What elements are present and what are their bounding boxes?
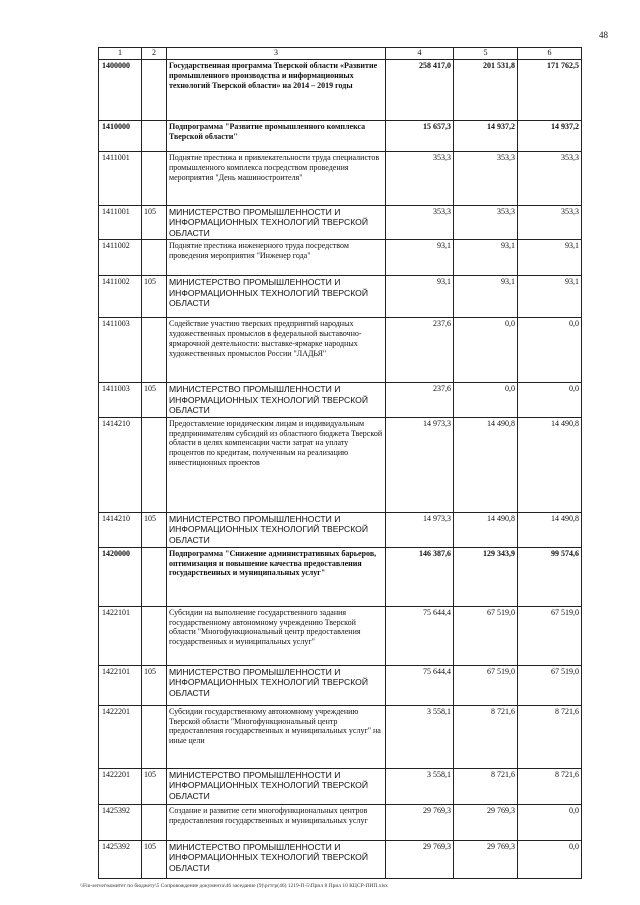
- row-name: МИНИСТЕРСТВО ПРОМЫШЛЕННОСТИ И ИНФОРМАЦИОННЫХ ТЕХНОЛОГИЙ ТВЕРСКОЙ ОБЛАСТИ: [167, 383, 386, 417]
- row-admin-code: [142, 417, 167, 512]
- row-value-2016: 67 519,0: [518, 665, 582, 705]
- row-name: МИНИСТЕРСТВО ПРОМЫШЛЕННОСТИ И ИНФОРМАЦИОННЫХ ТЕХНОЛОГИЙ ТВЕРСКОЙ ОБЛАСТИ: [167, 206, 386, 240]
- row-admin-code: [142, 606, 167, 665]
- row-value-2016: 171 762,5: [518, 60, 582, 121]
- row-name: МИНИСТЕРСТВО ПРОМЫШЛЕННОСТИ И ИНФОРМАЦИОННЫХ ТЕХНОЛОГИЙ ТВЕРСКОЙ ОБЛАСТИ: [167, 276, 386, 318]
- row-admin-code: 105: [142, 276, 167, 318]
- table-row: [99, 665, 582, 705]
- page-number: 48: [599, 30, 608, 40]
- row-value-2016: 353,3: [518, 206, 582, 240]
- table-body: [99, 60, 582, 879]
- row-code: 1411002: [99, 276, 142, 318]
- row-code: 1425392: [99, 840, 142, 878]
- table-row: [99, 240, 582, 276]
- row-value-2014: 353,3: [386, 152, 454, 206]
- row-value-2014: 3 558,1: [386, 768, 454, 804]
- header-col-2: 2: [142, 48, 167, 60]
- table-row: [99, 206, 582, 240]
- row-value-2015: 353,3: [454, 152, 518, 206]
- row-code: 1425392: [99, 804, 142, 840]
- row-value-2016: 0,0: [518, 804, 582, 840]
- row-value-2014: 353,3: [386, 206, 454, 240]
- row-code: 1411003: [99, 318, 142, 383]
- row-admin-code: 105: [142, 768, 167, 804]
- row-admin-code: [142, 804, 167, 840]
- row-code: 1411003: [99, 383, 142, 417]
- row-value-2015: 129 343,9: [454, 547, 518, 606]
- row-admin-code: [142, 547, 167, 606]
- row-name: МИНИСТЕРСТВО ПРОМЫШЛЕННОСТИ И ИНФОРМАЦИОННЫХ ТЕХНОЛОГИЙ ТВЕРСКОЙ ОБЛАСТИ: [167, 840, 386, 878]
- row-value-2016: 0,0: [518, 840, 582, 878]
- row-value-2015: 8 721,6: [454, 768, 518, 804]
- row-code: 1411002: [99, 240, 142, 276]
- row-name: Поднятие престижа и привлекательности труда специалистов промышленного комплекса посредством проведения мероприятия "День машиностроителя": [167, 152, 386, 206]
- row-value-2016: 14 490,8: [518, 417, 582, 512]
- row-name: Субсидии на выполнение государственного задания государственному автономному учреждению Тверской области "Многофункциональный центр предоставления государственных и муниципальных услуг": [167, 606, 386, 665]
- row-code: 1400000: [99, 60, 142, 121]
- row-admin-code: [142, 60, 167, 121]
- row-value-2016: 0,0: [518, 383, 582, 417]
- header-col-4: 4: [386, 48, 454, 60]
- row-value-2016: 353,3: [518, 152, 582, 206]
- table-row: [99, 383, 582, 417]
- row-value-2014: 75 644,4: [386, 606, 454, 665]
- row-value-2016: 8 721,6: [518, 705, 582, 768]
- row-value-2014: 14 973,3: [386, 417, 454, 512]
- header-col-6: 6: [518, 48, 582, 60]
- row-value-2014: 75 644,4: [386, 665, 454, 705]
- row-value-2016: 93,1: [518, 240, 582, 276]
- row-admin-code: 105: [142, 665, 167, 705]
- row-value-2014: 258 417,0: [386, 60, 454, 121]
- row-value-2014: 14 973,3: [386, 512, 454, 547]
- row-value-2015: 67 519,0: [454, 665, 518, 705]
- row-value-2014: 15 657,3: [386, 121, 454, 152]
- row-value-2015: 8 721,6: [454, 705, 518, 768]
- row-value-2015: 0,0: [454, 383, 518, 417]
- row-value-2016: 14 937,2: [518, 121, 582, 152]
- row-value-2015: 14 490,8: [454, 417, 518, 512]
- row-name: МИНИСТЕРСТВО ПРОМЫШЛЕННОСТИ И ИНФОРМАЦИОННЫХ ТЕХНОЛОГИЙ ТВЕРСКОЙ ОБЛАСТИ: [167, 665, 386, 705]
- row-code: 1410000: [99, 121, 142, 152]
- row-admin-code: 105: [142, 512, 167, 547]
- table-row: [99, 512, 582, 547]
- row-value-2014: 237,6: [386, 383, 454, 417]
- row-name: Подпрограмма "Снижение административных барьеров, оптимизация и повышение качества предоставления государственных и муниципальных услуг": [167, 547, 386, 606]
- header-row: [99, 48, 582, 60]
- row-code: 1422201: [99, 768, 142, 804]
- table-row: [99, 318, 582, 383]
- row-value-2015: 353,3: [454, 206, 518, 240]
- table-row: [99, 547, 582, 606]
- row-value-2014: 29 769,3: [386, 804, 454, 840]
- row-value-2014: 93,1: [386, 240, 454, 276]
- table-row: [99, 768, 582, 804]
- table-row: [99, 121, 582, 152]
- row-value-2016: 8 721,6: [518, 768, 582, 804]
- row-code: 1414210: [99, 417, 142, 512]
- row-value-2015: 29 769,3: [454, 840, 518, 878]
- header-col-3: 3: [167, 48, 386, 60]
- row-value-2014: 93,1: [386, 276, 454, 318]
- row-code: 1422201: [99, 705, 142, 768]
- row-value-2016: 99 574,6: [518, 547, 582, 606]
- row-value-2014: 29 769,3: [386, 840, 454, 878]
- row-value-2016: 67 519,0: [518, 606, 582, 665]
- table-row: [99, 417, 582, 512]
- table-row: [99, 606, 582, 665]
- row-name: МИНИСТЕРСТВО ПРОМЫШЛЕННОСТИ И ИНФОРМАЦИОННЫХ ТЕХНОЛОГИЙ ТВЕРСКОЙ ОБЛАСТИ: [167, 768, 386, 804]
- row-name: Субсидии государственному автономному учреждению Тверской области "Многофункциональный центр предоставления государственных и муниципальных услуг" на иные цели: [167, 705, 386, 768]
- row-name: Создание и развитие сети многофункциональных центров предоставления государственных и муниципальных услуг: [167, 804, 386, 840]
- header-col-1: 1: [99, 48, 142, 60]
- row-name: МИНИСТЕРСТВО ПРОМЫШЛЕННОСТИ И ИНФОРМАЦИОННЫХ ТЕХНОЛОГИЙ ТВЕРСКОЙ ОБЛАСТИ: [167, 512, 386, 547]
- row-value-2015: 93,1: [454, 276, 518, 318]
- row-value-2015: 0,0: [454, 318, 518, 383]
- row-code: 1411001: [99, 152, 142, 206]
- row-value-2015: 93,1: [454, 240, 518, 276]
- row-value-2016: 0,0: [518, 318, 582, 383]
- row-value-2015: 29 769,3: [454, 804, 518, 840]
- table-row: [99, 705, 582, 768]
- row-value-2014: 3 558,1: [386, 705, 454, 768]
- row-code: 1414210: [99, 512, 142, 547]
- row-admin-code: 105: [142, 206, 167, 240]
- header-col-5: 5: [454, 48, 518, 60]
- row-value-2015: 14 490,8: [454, 512, 518, 547]
- row-admin-code: 105: [142, 383, 167, 417]
- row-admin-code: [142, 705, 167, 768]
- table-row: [99, 840, 582, 878]
- table-row: [99, 152, 582, 206]
- row-name: Поднятие престижа инженерного труда посредством проведения мероприятия "Инженер года": [167, 240, 386, 276]
- row-admin-code: [142, 240, 167, 276]
- row-value-2014: 146 387,6: [386, 547, 454, 606]
- row-name: Государственная программа Тверской области «Развитие промышленного производства и информационных технологий Тверской области» на 2014 – 2019 годы: [167, 60, 386, 121]
- row-name: Подпрограмма "Развитие промышленного комплекса Тверской области": [167, 121, 386, 152]
- row-admin-code: 105: [142, 840, 167, 878]
- row-name: Предоставление юридическим лицам и индивидуальным предпринимателям субсидий из областного бюджета Тверской области в целях компенсации части затрат на уплату процентов по кредитам, полученным на реализацию инвестиционных проектов: [167, 417, 386, 512]
- row-name: Содействие участию тверских предприятий народных художественных промыслов в федеральной выставочно-ярмарочной деятельности: выставке-ярмарке народных художественных промыслов России "ЛАДЬЯ": [167, 318, 386, 383]
- row-code: 1422101: [99, 606, 142, 665]
- row-code: 1411001: [99, 206, 142, 240]
- table-row: [99, 276, 582, 318]
- row-admin-code: [142, 152, 167, 206]
- file-path-footer: \\Fin-server\комитет по бюджету\5 Сопровождение документа\46 заседание (9)\ргтгр(46) 1219-П-5\Прил 8 Прил 10 КЦСР-ПИП.xlsx: [80, 883, 388, 889]
- row-value-2015: 67 519,0: [454, 606, 518, 665]
- row-value-2015: 201 531,8: [454, 60, 518, 121]
- table-row: [99, 804, 582, 840]
- row-code: 1420000: [99, 547, 142, 606]
- row-value-2015: 14 937,2: [454, 121, 518, 152]
- table-row: [99, 60, 582, 121]
- row-value-2016: 14 490,8: [518, 512, 582, 547]
- row-value-2014: 237,6: [386, 318, 454, 383]
- row-admin-code: [142, 318, 167, 383]
- row-admin-code: [142, 121, 167, 152]
- row-code: 1422101: [99, 665, 142, 705]
- row-value-2016: 93,1: [518, 276, 582, 318]
- budget-table: [98, 47, 582, 879]
